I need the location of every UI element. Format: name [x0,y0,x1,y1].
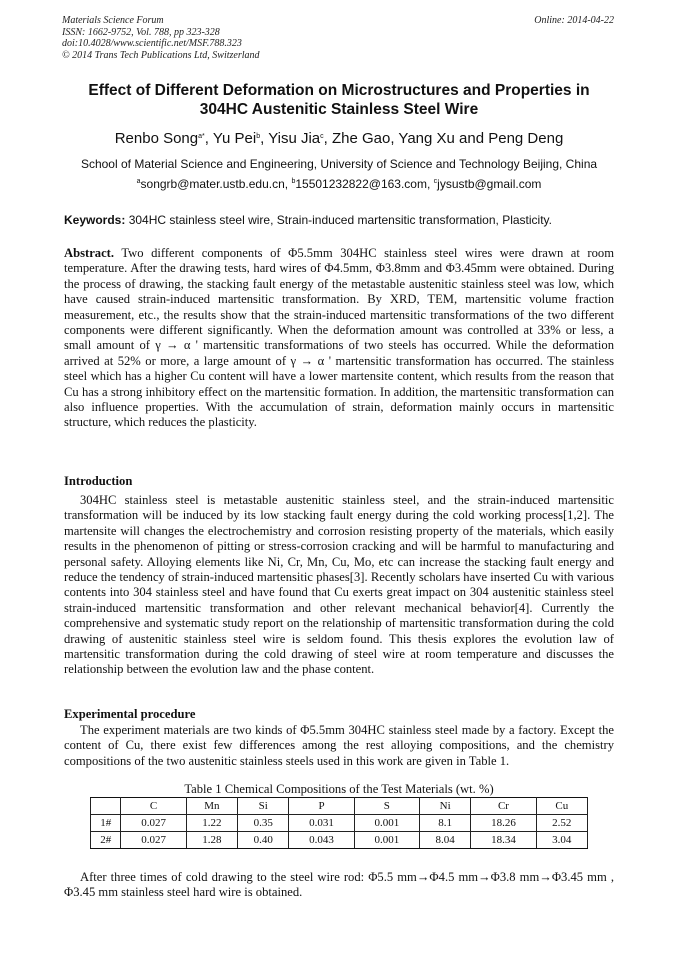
table-header-cell: Mn [186,798,237,815]
author-list: Renbo Song$^{a*}$, Yu Pei$^b$, Yisu Jia$^c$, Zhe Gao, Yang Xu and Peng Deng [114,130,564,147]
table-header-cell: C [121,798,186,815]
composition-table [90,797,588,849]
email-1[interactable]: songrb@mater.ustb.edu.cn [140,177,285,191]
table-header-cell: P [289,798,354,815]
title-line-1: Effect of Different Deformation on Microstructures and Properties in [88,82,590,99]
drawing-process-text: After three times of cold drawing to the steel wire rod: Φ5.5 mm→Φ4.5 mm→Φ3.8 mm→Φ3.45 mm , Φ3.45 mm stainless steel hard wire is obtained. [64,870,614,900]
table-cell: 1.22 [186,815,237,832]
table-cell: 0.40 [238,832,289,849]
other-authors: Zhe Gao, Yang Xu and Peng Deng [332,130,564,147]
keywords [64,213,614,227]
abstract-text: Two different components of Φ5.5mm 304HC stainless steel wires were drawn at room temperature. After the drawing tests, hard wires of Φ4.5mm, Φ3.8mm and Φ3.45mm were obtained. During the process of drawing, the stacking fault energy of the metastable austenitic stainless steel was low, which have caused strain-induced martensitic transformation. By XRD, TEM, martensitic volume fraction measurement, etc., the results show that the strain-induced martensitic transformations of the two different components were different significantly. When the deformation amount was controlled at 33% or less, a small amount of γ → α ' martensitic transformations of two steels has occurred. While the deformation arrived at 52% or more, a large amount of γ → α ' martensitic transformation has occurred. The stainless steel which has a higher Cu content will have a lower martensite content, which results from the reason that Cu has a strong inhibitory effect on the martensitic formation. In addition, the martensitic transformation can also influence properties. With the accumulation of strain, deformation mainly occurs in martensitic structure, which reduces the plasticity. [64,246,615,430]
email-2[interactable]: 15501232822@163.com [295,177,427,191]
online-date: Online: 2014-04-22 [534,15,614,26]
introduction-heading: Introduction [64,474,133,488]
email-3[interactable]: jysustb@gmail.com [437,177,542,191]
doi-line: doi:10.4028/www.scientific.net/MSF.788.323 [62,38,242,49]
journal-header [62,15,260,61]
abstract [64,246,614,431]
journal-name: Materials Science Forum [62,15,164,26]
copyright-line: © 2014 Trans Tech Publications Ltd, Switzerland [62,49,260,61]
table-1-caption: Table 1 Chemical Compositions of the Test Materials (wt. %) [184,782,494,796]
author-emails: $^a$songrb@mater.ustb.edu.cn, $^b$15501232822@163.com, $^c$jysustb@gmail.com [136,177,542,191]
table-cell: 0.35 [238,815,289,832]
table-row [91,832,588,849]
email-1-sup: a [136,178,141,185]
table-cell: 0.031 [289,815,354,832]
corresponding-mark: * [202,133,205,140]
affiliation: School of Material Science and Engineering, University of Science and Technology Beijing, China [80,157,598,171]
title-line-2: 304HC Austenitic Stainless Steel Wire [199,101,479,118]
table-header-row [91,798,588,815]
table-cell: 0.043 [289,832,354,849]
table-cell: 2# [91,832,121,849]
table-cell: 8.04 [419,832,470,849]
email-3-sup: c [433,178,438,185]
table-cell: 3.04 [536,832,587,849]
table-cell: 0.001 [354,815,419,832]
table-header-cell: S [354,798,419,815]
table-header-cell: Cu [536,798,587,815]
email-2-sup: b [291,178,296,185]
table-cell: 0.027 [121,832,186,849]
abstract-label: Abstract. [64,246,115,260]
table-cell: 1.28 [186,832,237,849]
table-header-cell: Cr [471,798,536,815]
table-cell: 8.1 [419,815,470,832]
table-cell: 1# [91,815,121,832]
author-2-sup: b [256,133,261,140]
author-1: Renbo Song [114,130,199,147]
table-cell: 2.52 [536,815,587,832]
table-cell: 0.027 [121,815,186,832]
table-row [91,815,588,832]
author-2: Yu Pei [212,130,257,147]
keywords-label: Keywords: [64,213,126,227]
table-cell: 0.001 [354,832,419,849]
table-header-cell [91,798,121,815]
author-1-sup: a [198,133,203,140]
table-header-cell: Si [238,798,289,815]
keywords-text: 304HC stainless steel wire, Strain-induced martensitic transformation, Plasticity. [128,213,552,227]
author-3-sup: c [320,133,324,140]
issn-line: ISSN: 1662-9752, Vol. 788, pp 323-328 [62,26,220,38]
table-header-cell: Ni [419,798,470,815]
paper-title [40,81,638,119]
experimental-heading: Experimental procedure [64,707,196,721]
author-3: Yisu Jia [268,130,321,147]
table-cell: 18.34 [471,832,536,849]
introduction-text: 304HC stainless steel is metastable austenitic stainless steel, and the strain-induced martensitic transformation will be induced by its low stacking fault energy during the cold working process[1,2]. The martensite will changes the electrochemistry and corrosion resisting property of the materials, which easily results in the phenomenon of pitting or stress-corrosion cracking and will be harmful to manufacturing and personal safety. Alloying elements like Ni, Cr, Mn, Cu, Mo, etc can increase the stacking fault energy and reduce the tendency of strain-induced martensitic phases[3]. Recently scholars have inserted Cu with various contents into 304 stainless steel and have found that Cu exerts great impact on 304 austenitic stainless steel strain-induced martensitic transformation and other relevant mechanical behavior[4]. Currently the comprehensive and systematic study report on the relationship of martensitic transformation during the cold drawing of austenitic stainless steel wire is seldom found. This thesis explores the evolution law of martensitic transformation during the cold drawing of steel wire at room temperature and discusses the relationship between the evolution law and the phase content. [64,493,614,677]
table-cell: 18.26 [471,815,536,832]
experimental-text: The experiment materials are two kinds of Φ5.5mm 304HC stainless steel made by a factory. Except the content of Cu, there exist few differences among the rest alloying compositions, and the chemistry compositions of the two austenitic stainless steels used in this work are given in Table 1. [64,723,614,768]
